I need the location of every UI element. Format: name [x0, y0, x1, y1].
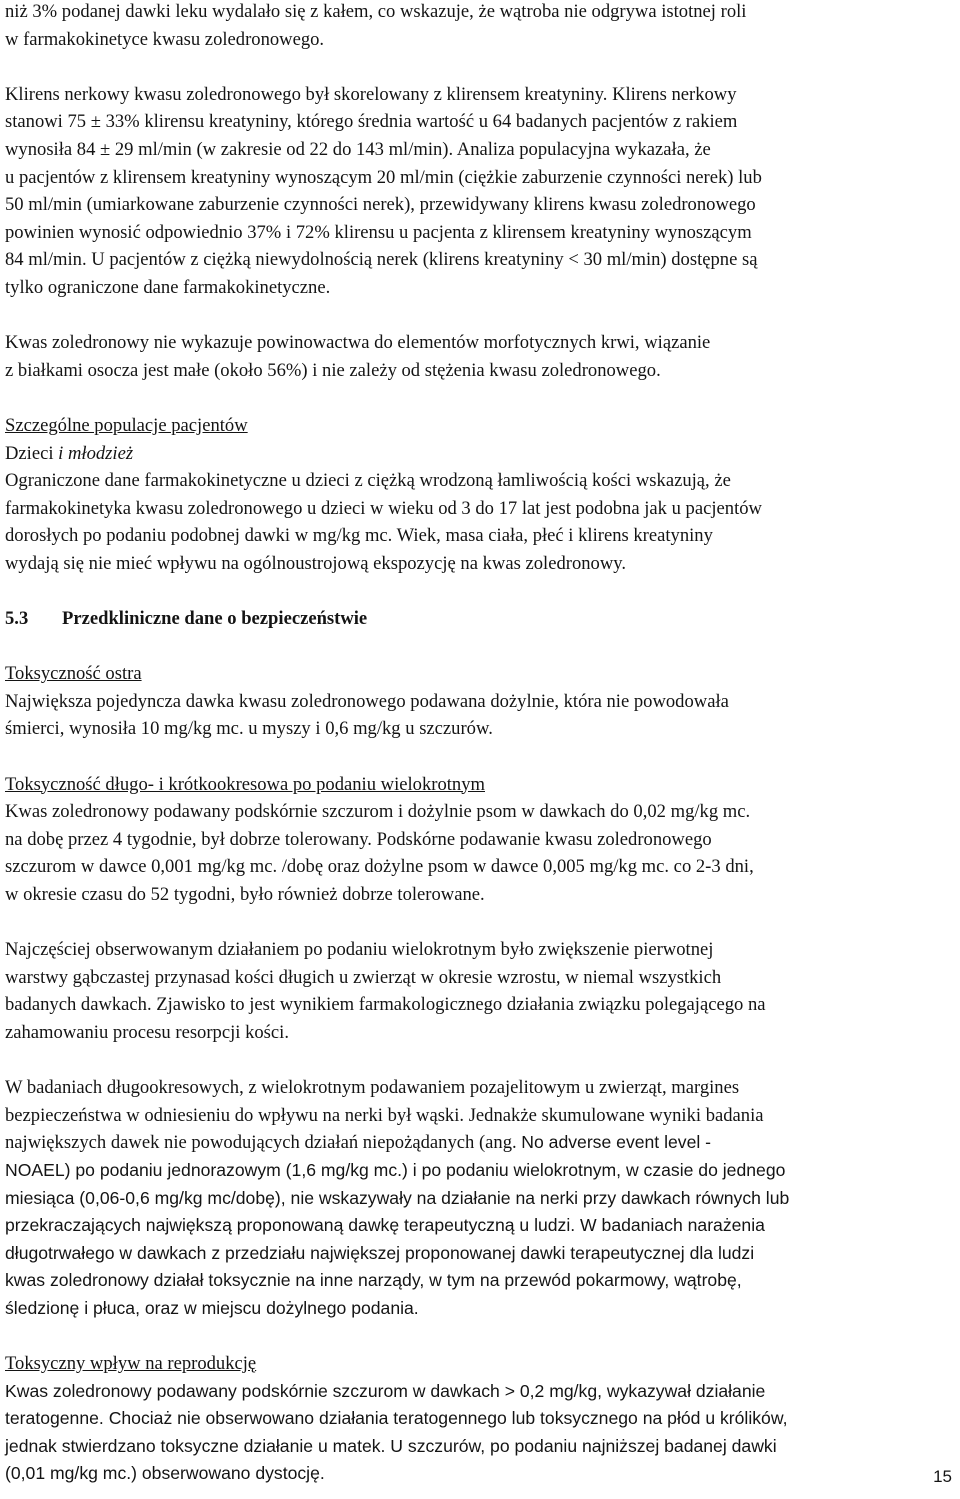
- text-line: Kwas zoledronowy nie wykazuje powinowactwa do elementów morfotycznych krwi, wiązanie: [5, 332, 711, 354]
- text-line: [5, 136, 950, 164]
- paragraph-protein-binding: [5, 329, 950, 384]
- paragraph-long-term-studies: [5, 1074, 950, 1322]
- subheading-reproductive-toxicity: Toksyczny wpływ na reprodukcję: [5, 1353, 257, 1375]
- text-line: miesiąca (0,06-0,6 mg/kg mc/dobę), nie wskazywały na działanie na nerki przy dawkach równych lub: [5, 1187, 790, 1208]
- section-number: 5.3: [5, 608, 29, 630]
- page-number: 15: [933, 1467, 952, 1486]
- text-line: śledzionę i płuca, oraz w miejscu dożylnego podania.: [5, 1297, 419, 1318]
- text-line: szczurom w dawce 0,001 mg/kg mc. /dobę oraz dożylne psom w dawce 0,005 mg/kg mc. co 2-3 dni,: [5, 856, 754, 878]
- paragraph-most-frequent-effect: [5, 936, 950, 1046]
- text-line: niż 3% podanej dawki leku wydalało się z kałem, co wskazuje, że wątroba nie odgrywa istotnej roli: [5, 1, 747, 22]
- text-span: wynosiła 84 ± 29 ml/min (w zakresie od 22 do 143 ml/min).: [5, 138, 454, 160]
- paragraph-excretion: [5, 0, 950, 53]
- document-page: [5, 0, 950, 1488]
- text-line: wydają się nie mieć wpływu na ogólnoustrojową ekspozycję na kwas zoledronowy.: [5, 552, 627, 574]
- text-line: 84 ml/min. U pacjentów z ciężką niewydolnością nerek (klirens kreatyniny < 30 ml/min) dostępne są: [5, 249, 758, 271]
- text-line: z białkami osocza jest małe (około 56%) i nie zależy od stężenia kwasu zoledronowego.: [5, 359, 661, 381]
- text-line: 50 ml/min (umiarkowane zaburzenie czynności nerek), przewidywany klirens kwasu zoledronowego: [5, 194, 756, 216]
- section-repeated-dose-toxicity: [5, 771, 950, 909]
- text-line: przekraczających największą proponowaną dawkę terapeutyczną u ludzi. W badaniach narażenia: [5, 1215, 765, 1236]
- subheading-repeated-dose-toxicity: Toksyczność długo- i krótkookresowa po podaniu wielokrotnym: [5, 773, 485, 795]
- section-heading: [5, 605, 950, 633]
- section-title: Przedkliniczne dane o bezpieczeństwie: [62, 608, 368, 630]
- text-span: Dzieci: [5, 442, 59, 464]
- text-line: Największa pojedyncza dawka kwasu zoledronowego podawana dożylnie, która nie powodowała: [5, 690, 729, 712]
- text-line: W badaniach długookresowych, z wielokrotnym podawaniem pozajelitowym u zwierząt, margines: [5, 1077, 740, 1099]
- section-reproductive-toxicity: [5, 1350, 950, 1488]
- text-line: Kwas zoledronowy podawany podskórnie szczurom i dożylnie psom w dawkach do 0,02 mg/kg mc.: [5, 801, 751, 823]
- text-line: Najczęściej obserwowanym działaniem po podaniu wielokrotnym było zwiększenie pierwotnej: [5, 939, 714, 961]
- text-span: i młodzież: [58, 442, 134, 464]
- text-line: teratogenne. Chociaż nie obserwowano działania teratogennego lub toksycznego na płód u królików,: [5, 1408, 788, 1429]
- text-line: śmierci, wynosiła 10 mg/kg mc. u myszy i 0,6 mg/kg u szczurów.: [5, 718, 493, 740]
- text-line: badanych dawkach. Zjawisko to jest wynikiem farmakologicznego działania związku polegającego na: [5, 994, 766, 1016]
- text-line: na dobę przez 4 tygodnie, był dobrze tolerowany. Podskórne podawanie kwasu zoledronowego: [5, 828, 712, 850]
- text-line: stanowi 75 ± 33% klirensu kreatyniny, którego średnia wartość u 64 badanych pacjentów z rakiem: [5, 111, 738, 133]
- subheading-children: [5, 440, 950, 468]
- text-line: NOAEL) po podaniu jednorazowym (1,6 mg/kg mc.) i po podaniu wielokrotnym, w czasie do jednego: [5, 1159, 786, 1180]
- text-line: długotrwałego w dawkach z przedziału największej proponowanej dawki terapeutycznej dla ludzi: [5, 1242, 755, 1263]
- text-line: powinien wynosić odpowiednio 37% i 72% klirensu u pacjenta z klirensem kreatyniny wynoszącym: [5, 221, 752, 243]
- text-line: w farmakokinetyce kwasu zoledronowego.: [5, 28, 325, 50]
- text-line: u pacjentów z klirensem kreatyniny wynoszącym 20 ml/min (ciężkie zaburzenie czynności nerek) lub: [5, 166, 762, 188]
- paragraph-renal-clearance: [5, 81, 950, 302]
- text-line: w okresie czasu do 52 tygodni, było również dobrze tolerowane.: [5, 884, 485, 905]
- text-line: Ograniczone dane farmakokinetyczne u dzieci z ciężką wrodzoną łamliwością kości wskazują, że: [5, 470, 731, 492]
- text-span: No adverse event level -: [521, 1132, 712, 1153]
- text-line: dorosłych po podaniu podobnej dawki w mg/kg mc. Wiek, masa ciała, płeć i klirens kreatyniny: [5, 525, 713, 547]
- text-span: największych dawek nie powodujących działań niepożądanych (ang.: [5, 1132, 522, 1154]
- text-line: jednak stwierdzano toksyczne działanie u matek. U szczurów, po podaniu najniższej badanej dawki: [5, 1435, 777, 1456]
- text-line: farmakokinetyka kwasu zoledronowego u dzieci w wieku od 3 do 17 lat jest podobna jak u pacjentów: [5, 497, 762, 519]
- text-line: [5, 1129, 950, 1157]
- text-line: bezpieczeństwa w odniesieniu do wpływu na nerki był wąski. Jednakże skumulowane wyniki badania: [5, 1104, 764, 1126]
- text-line: zahamowaniu procesu resorpcji kości.: [5, 1021, 289, 1043]
- subheading-special-populations: Szczególne populacje pacjentów: [5, 414, 248, 436]
- text-line: Kwas zoledronowy podawany podskórnie szczurom w dawkach > 0,2 mg/kg, wykazywał działanie: [5, 1380, 766, 1401]
- text-span: Analiza populacyjna wykazała, że: [453, 138, 711, 160]
- text-line: (0,01 mg/kg mc.) obserwowano dystocję.: [5, 1463, 325, 1484]
- text-line: warstwy gąbczastej przynasad kości długich u zwierząt w okresie wzrostu, w niemal wszystkich: [5, 966, 722, 988]
- section-special-populations: [5, 412, 950, 578]
- section-acute-toxicity: [5, 660, 950, 743]
- subheading-acute-toxicity: Toksyczność ostra: [5, 663, 142, 685]
- text-line: tylko ograniczone dane farmakokinetyczne.: [5, 276, 331, 298]
- text-line: Klirens nerkowy kwasu zoledronowego był skorelowany z klirensem kreatyniny. Klirens nerkowy: [5, 83, 737, 105]
- text-line: kwas zoledronowy działał toksycznie na inne narządy, w tym na przewód pokarmowy, wątrobę,: [5, 1270, 742, 1291]
